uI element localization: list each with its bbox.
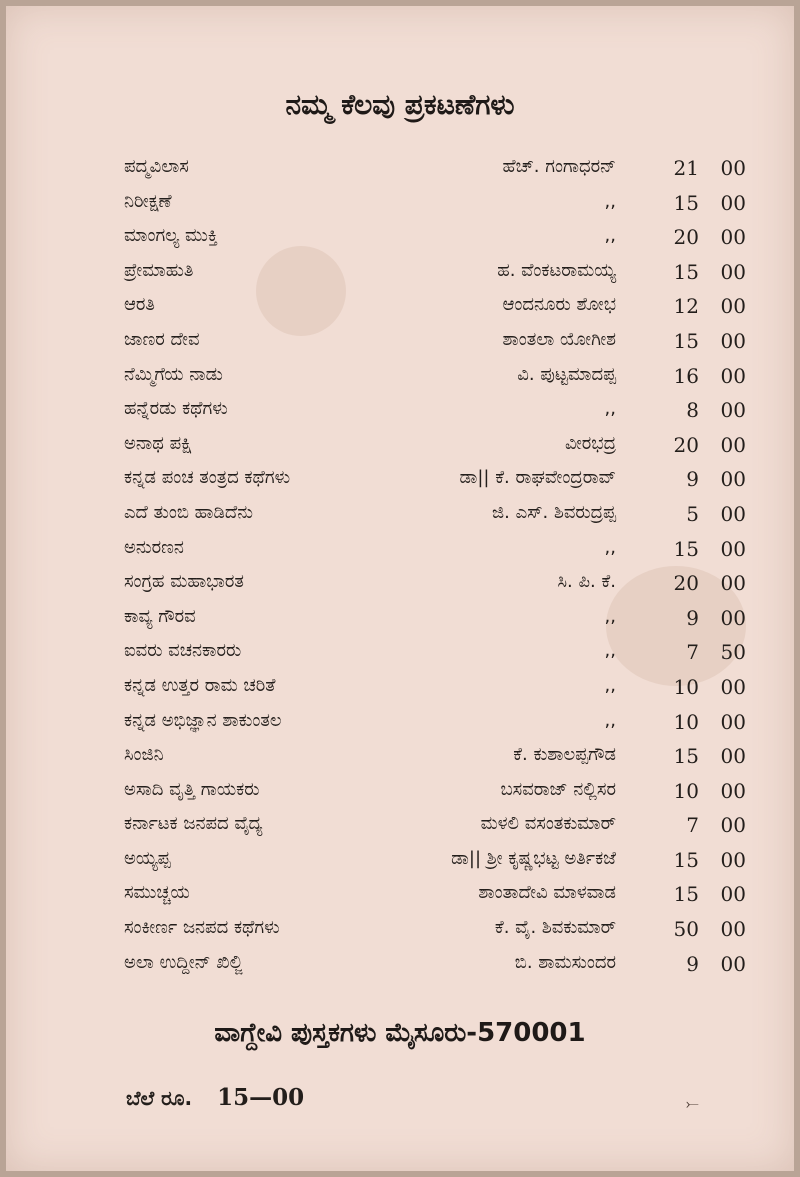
book-author: ಜಿ. ಎಸ್. ಶಿವರುದ್ರಪ್ಪ [492,501,616,523]
book-price-rupees: 20 [673,225,699,250]
publisher-address: ವಾಗ್ದೇವಿ ಪುಸ್ತಕಗಳು ಮೈಸೂರು-570001 [214,1018,586,1048]
book-title: ನಿರೀಕ್ಷಣೆ [124,190,172,212]
book-list [6,150,794,980]
book-title: ಕನ್ನಡ ಉತ್ತರ ರಾಮ ಚರಿತೆ [124,674,276,696]
book-title: ಅಲಾ ಉದ್ದೀನ್ ಖಿಲ್ಜಿ [124,951,243,973]
book-author: ,, [604,536,616,558]
book-price-rupees: 15 [673,847,699,872]
book-price-paise: 00 [720,951,746,976]
book-price-paise: 00 [720,882,746,907]
book-author: ,, [604,225,616,247]
book-title: ಜಾಣರ ದೇವ [124,328,200,350]
book-price-paise: 00 [720,847,746,872]
book-price-paise: 00 [720,259,746,284]
book-row [6,669,794,704]
book-author: ಹ. ವೆಂಕಟರಾಮಯ್ಯ [497,259,616,281]
book-author: ,, [604,190,616,212]
book-author: ಡಾ|| ಶ್ರೀ ಕೃಷ್ಣಭಟ್ಟ ಅರ್ತಿಕಜೆ [451,847,616,869]
book-price-rupees: 15 [673,190,699,215]
book-price-rupees: 7 [686,813,699,838]
book-row [6,565,794,600]
book-row [6,946,794,981]
book-price-paise: 00 [720,467,746,492]
book-title: ಅಯ್ಯಪ್ಪ [124,847,171,869]
book-price-rupees: 9 [686,951,699,976]
book-price-rupees: 15 [673,744,699,769]
book-author: ವೀರಭದ್ರ [564,432,616,454]
book-price-paise: 00 [720,778,746,803]
book-author: ಮಳಲಿ ವಸಂತಕುಮಾರ್ [480,813,616,835]
book-row [6,496,794,531]
price-value: 15—00 [217,1084,305,1111]
book-price-rupees: 15 [673,882,699,907]
book-row [6,704,794,739]
book-author: ಬಸವರಾಜ್ ನಲ್ಲಿಸರ [500,778,616,800]
book-row [6,427,794,462]
price-label: ಬೆಲೆ ರೂ. [126,1086,193,1110]
book-row [6,150,794,185]
book-price-paise: 00 [720,674,746,699]
corner-mark: ⤚ [686,1094,699,1113]
book-price-paise: 00 [720,190,746,215]
book-title: ಕಾವ್ಯ ಗೌರವ [124,605,196,627]
book-author: ,, [604,398,616,420]
book-price-paise: 50 [720,640,746,665]
book-price-rupees: 5 [686,501,699,526]
back-cover [6,6,794,1171]
book-price-rupees: 50 [673,917,699,942]
book-price-rupees: 20 [673,432,699,457]
book-row [6,807,794,842]
book-row [6,738,794,773]
book-title: ಕನ್ನಡ ಪಂಚ ತಂತ್ರದ ಕಥೆಗಳು [124,467,291,489]
book-row [6,634,794,669]
book-title: ಎದೆ ತುಂಬಿ ಹಾಡಿದೆನು [124,501,253,523]
book-price-paise: 00 [720,813,746,838]
book-price-rupees: 10 [673,674,699,699]
book-title: ಕರ್ನಾಟಕ ಜನಪದ ವೈದ್ಯ [124,813,263,835]
book-price-rupees: 9 [686,467,699,492]
book-author: ಶಾಂತಲಾ ಯೋಗೀಶ [502,328,616,350]
book-title: ಹನ್ನೆರಡು ಕಥೆಗಳು [124,398,228,420]
book-title: ಸಮುಚ್ಚಯ [124,882,190,904]
book-price-paise: 00 [720,744,746,769]
book-author: ಕೆ. ಕುಶಾಲಪ್ಪಗೌಡ [513,744,616,766]
book-price-rupees: 16 [673,363,699,388]
book-title: ಪ್ರೇಮಾಹುತಿ [124,259,194,281]
book-author: ಆಂದನೂರು ಶೋಭ [502,294,616,316]
book-title: ಸಂಕೀರ್ಣ ಜನಪದ ಕಥೆಗಳು [124,917,280,939]
book-row [6,461,794,496]
book-price-rupees: 15 [673,328,699,353]
book-row [6,254,794,289]
book-price-rupees: 15 [673,536,699,561]
book-price-rupees: 7 [686,640,699,665]
book-price-rupees: 10 [673,709,699,734]
book-author: ಡಾ|| ಕೆ. ರಾಘವೇಂದ್ರರಾವ್ [459,467,616,489]
book-row [6,842,794,877]
book-author: ಕೆ. ವೈ. ಶಿವಕುಮಾರ್ [494,917,616,939]
book-price-paise: 00 [720,571,746,596]
book-price-paise: 00 [720,363,746,388]
book-author: ಬಿ. ಶಾಮಸುಂದರ [514,951,616,973]
book-author: ,, [604,709,616,731]
book-price-paise: 00 [720,432,746,457]
book-price-paise: 00 [720,156,746,180]
book-row [6,392,794,427]
book-title: ಪದ್ಮವಿಲಾಸ [124,156,189,177]
book-price-paise: 00 [720,294,746,319]
book-author: ಶಾಂತಾದೇವಿ ಮಾಳವಾಡ [478,882,616,904]
book-row [6,358,794,393]
book-title: ಆರತಿ [124,294,155,316]
book-row [6,531,794,566]
book-row [6,911,794,946]
book-title: ಸಂಗ್ರಹ ಮಹಾಭಾರತ [124,571,244,593]
book-price-paise: 00 [720,225,746,250]
book-price-paise: 00 [720,536,746,561]
book-author: ,, [604,674,616,696]
book-row [6,773,794,808]
book-price-rupees: 21 [673,156,699,180]
book-row [6,219,794,254]
book-price-rupees: 15 [673,259,699,284]
book-row [6,185,794,220]
book-title: ಐವರು ವಚನಕಾರರು [124,640,242,662]
book-row [6,600,794,635]
cover-price [126,1084,304,1111]
book-price-paise: 00 [720,501,746,526]
book-price-paise: 00 [720,917,746,942]
book-row [6,323,794,358]
book-title: ಕನ್ನಡ ಅಭಿಜ್ಞಾನ ಶಾಕುಂತಲ [124,709,282,731]
book-price-rupees: 9 [686,605,699,630]
book-title: ಅನುರಣನ [124,536,184,558]
book-title: ಅನಾಥ ಪಕ್ಷಿ [124,432,193,454]
book-price-rupees: 8 [686,398,699,423]
book-row [6,876,794,911]
book-price-paise: 00 [720,398,746,423]
book-price-rupees: 10 [673,778,699,803]
book-title: ಅಸಾದಿ ವೃತ್ತಿ ಗಾಯಕರು [124,778,260,800]
book-price-rupees: 12 [673,294,699,319]
book-author: ಹೆಚ್. ಗಂಗಾಧರನ್ [502,156,616,177]
book-price-paise: 00 [720,328,746,353]
book-title: ಸಿಂಜಿನಿ [124,744,164,766]
page-heading: ನಮ್ಮ ಕೆಲವು ಪ್ರಕಟಣೆಗಳು [285,88,515,121]
book-price-paise: 00 [720,709,746,734]
book-author: ಸಿ. ಪಿ. ಕೆ. [557,571,616,593]
book-title: ನೆಮ್ಮಿಗೆಯ ನಾಡು [124,363,223,385]
book-price-paise: 00 [720,605,746,630]
book-row [6,288,794,323]
book-author: ,, [604,605,616,627]
book-author: ,, [604,640,616,662]
book-title: ಮಾಂಗಲ್ಯ ಮುಕ್ತಿ [124,225,218,247]
book-author: ವಿ. ಪುಟ್ಟಮಾದಪ್ಪ [517,363,616,385]
book-price-rupees: 20 [673,571,699,596]
